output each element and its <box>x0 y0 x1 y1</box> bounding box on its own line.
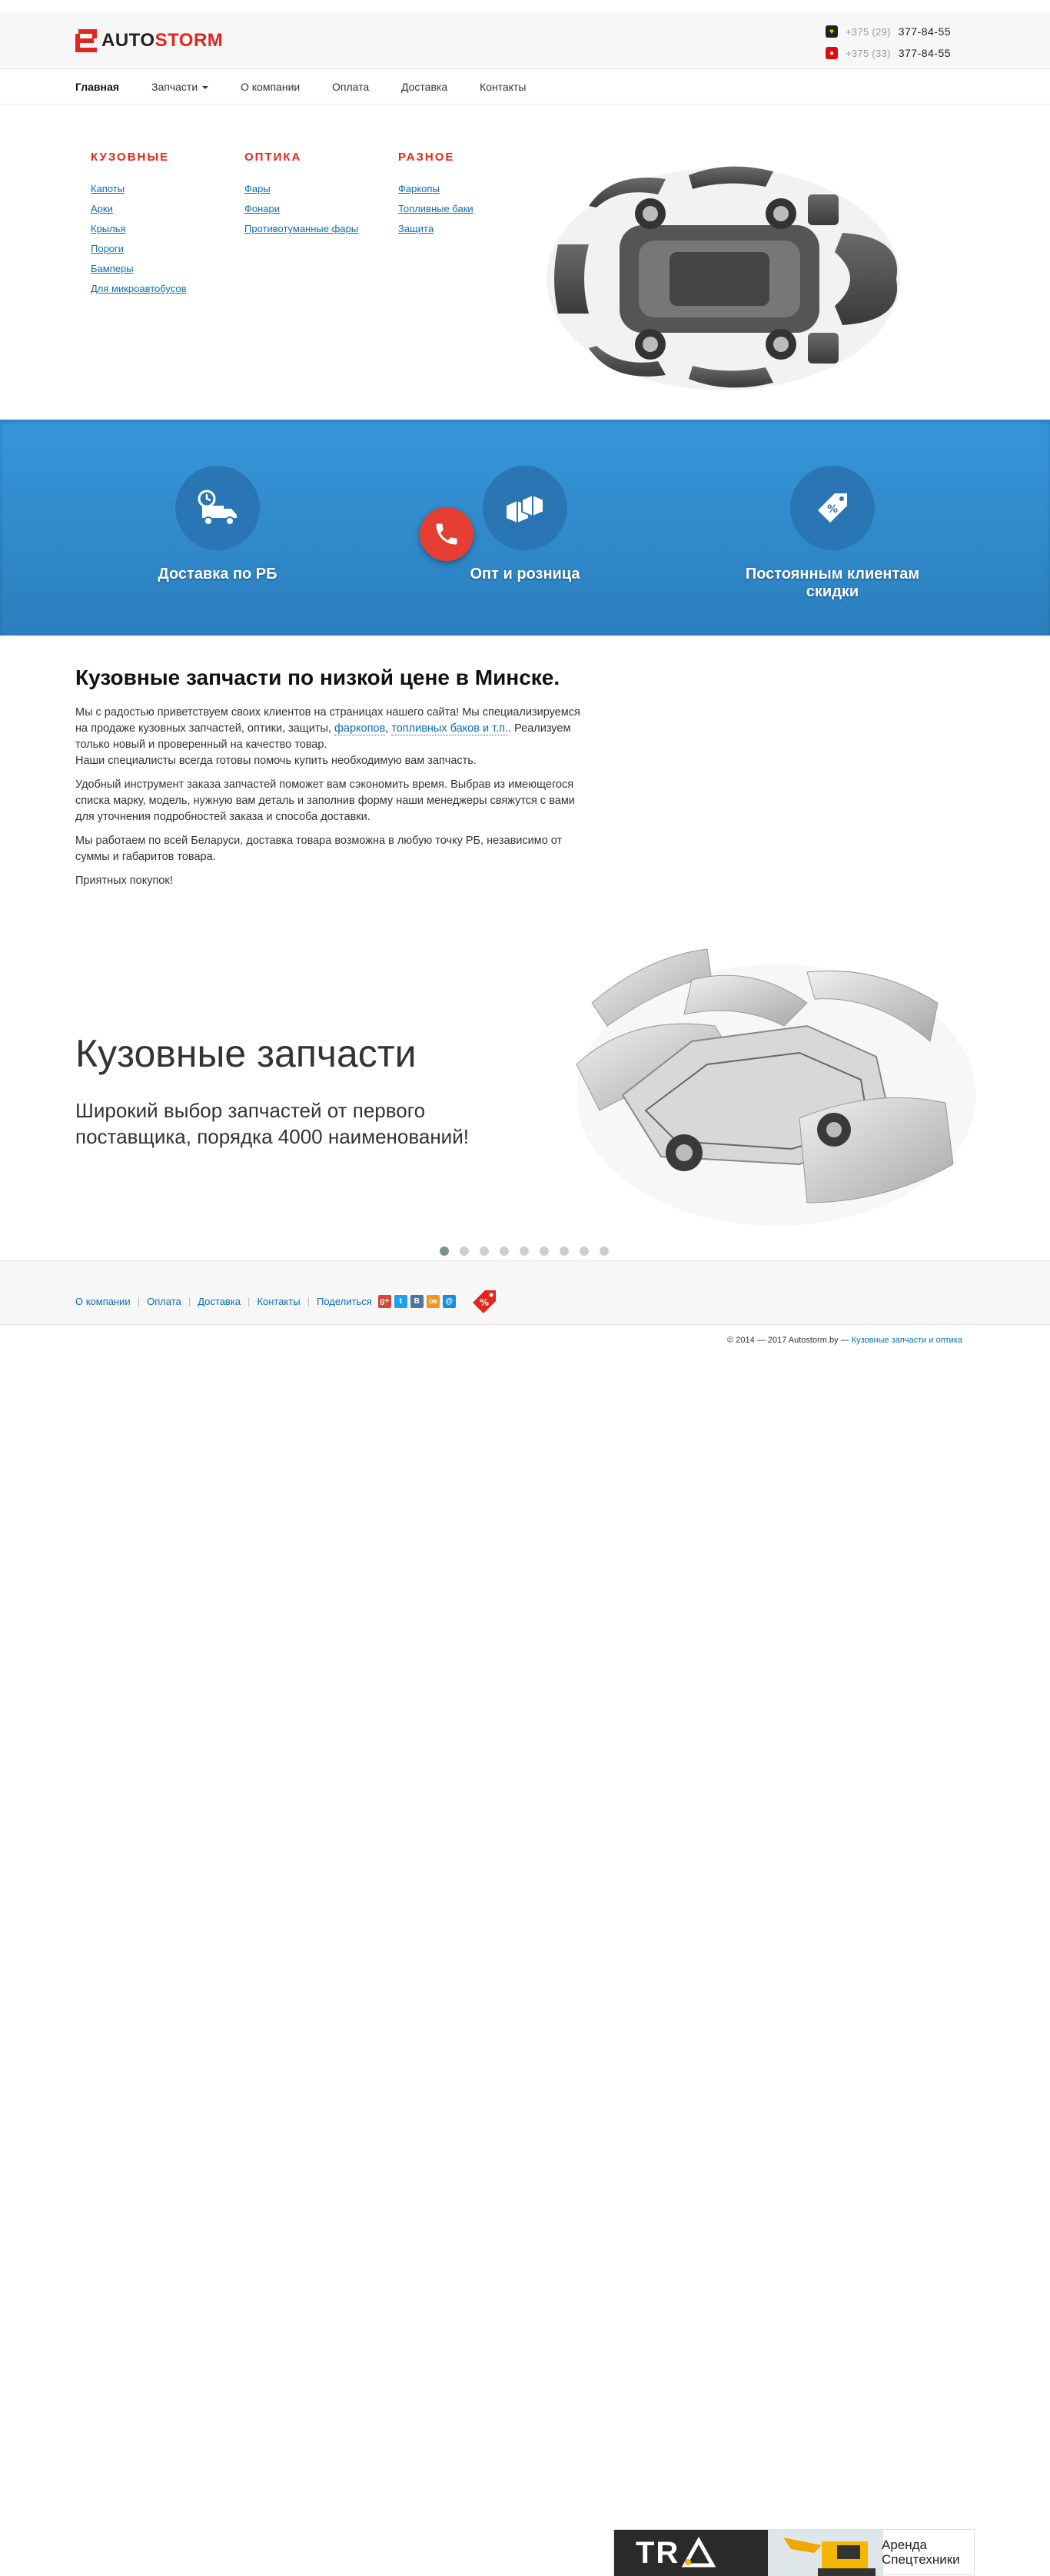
footer-separator: | <box>188 1295 191 1307</box>
slider-dot[interactable] <box>540 1247 549 1256</box>
phone-list <box>826 23 964 66</box>
towbars-link[interactable]: фаркопов <box>334 722 386 735</box>
feature-title: Постоянным клиентам скидки <box>745 566 920 600</box>
mailru-icon[interactable]: @ <box>443 1295 456 1308</box>
slider-dot[interactable] <box>560 1247 569 1256</box>
category-link[interactable]: Противотуманные фары <box>244 223 359 234</box>
car-body-illustration <box>553 941 975 1237</box>
category-title: РАЗНОЕ <box>398 151 455 164</box>
category-title: ОПТИКА <box>244 151 302 164</box>
boxes-icon <box>483 466 567 550</box>
google-plus-icon[interactable]: g+ <box>378 1295 391 1308</box>
footer-separator: | <box>307 1295 310 1307</box>
intro-section <box>75 666 583 889</box>
category-body <box>91 151 237 303</box>
excavator-icon <box>768 2530 883 2576</box>
slider-dot[interactable] <box>440 1247 449 1256</box>
feature-title: Опт и розница <box>470 566 580 583</box>
phone-number: 377-84-55 <box>898 25 952 38</box>
intro-paragraph-3: Мы работаем по всей Беларуси, доставка товара возможна в любую точку РБ, независимо от суммы и габаритов товара. <box>75 835 563 863</box>
delivery-truck-icon <box>175 466 260 550</box>
equipment-rental-banner[interactable] <box>613 2529 975 2575</box>
mts-icon: ● <box>826 47 838 59</box>
slider-dot[interactable] <box>520 1247 529 1256</box>
slide-title: Кузовные запчасти <box>75 1032 417 1075</box>
category-link[interactable]: Арки <box>91 203 113 214</box>
category-link[interactable]: Фары <box>244 183 271 194</box>
category-link[interactable]: Фонари <box>244 203 281 214</box>
twitter-icon[interactable]: t <box>394 1295 407 1308</box>
banner-triangle-icon <box>682 2538 716 2568</box>
footer-link-contacts[interactable]: Контакты <box>257 1295 301 1307</box>
footer-links <box>75 1287 499 1315</box>
category-link[interactable]: Защита <box>398 223 434 234</box>
feature-title: Доставка по РБ <box>158 566 277 583</box>
banner-logo: TR <box>636 2536 680 2570</box>
category-link[interactable]: Пороги <box>91 243 125 254</box>
velcom-icon: ♥ <box>826 25 838 38</box>
footer-link-delivery[interactable]: Доставка <box>198 1295 241 1307</box>
intro-paragraph-4: Приятных покупок! <box>75 875 173 887</box>
slider-dot[interactable] <box>580 1247 589 1256</box>
footer-link-payment[interactable]: Оплата <box>147 1295 181 1307</box>
logo-mark-icon <box>75 29 97 52</box>
odnoklassniki-icon[interactable]: ок <box>427 1295 440 1308</box>
category-link[interactable]: Фаркопы <box>398 183 440 194</box>
intro-paragraph-1: Мы с радостью приветствуем своих клиентов на страницах нашего сайта! Мы специализируемся на продаже кузовных запчастей, оптики, защиты, фаркопов, топливных баков и т.п.. Реализуем только новый и проверенный на качество товар. Наши специалисты всегда готовы помочь купить необходимую вам запчасть. <box>75 706 580 767</box>
footer-link-about[interactable]: О компании <box>75 1295 131 1307</box>
slider-dot[interactable] <box>600 1247 609 1256</box>
slider-pagination <box>440 1247 620 1256</box>
call-button[interactable] <box>420 507 473 561</box>
nav-payment[interactable]: Оплата <box>332 81 370 93</box>
category-misc <box>398 151 544 243</box>
sale-tag-icon[interactable] <box>470 1287 499 1315</box>
site-logo[interactable] <box>75 29 223 52</box>
phone-mts[interactable] <box>826 45 964 61</box>
phone-icon <box>433 520 460 548</box>
discount-tag-icon <box>790 466 875 550</box>
page-title: Кузовные запчасти по низкой цене в Минске. <box>75 666 560 689</box>
slider-dot[interactable] <box>480 1247 489 1256</box>
svg-text:%: % <box>826 503 839 516</box>
nav-home[interactable]: Главная <box>75 81 119 93</box>
feature-discount <box>717 466 948 601</box>
top-header <box>0 12 1050 69</box>
category-title: КУЗОВНЫЕ <box>91 151 170 164</box>
fuel-tanks-link[interactable]: топливных баков и т.п. <box>391 722 509 735</box>
logo-text: AUTOSTORM <box>101 30 224 51</box>
features-band <box>0 420 1050 636</box>
nav-parts-dropdown[interactable]: Запчасти <box>151 70 208 104</box>
phone-code: +375 (29) <box>846 25 891 38</box>
main-navigation <box>0 70 1050 105</box>
copyright: © 2014 — 2017 Autostorm.by — Кузовные запчасти и оптика <box>727 1336 962 1345</box>
category-link[interactable]: Капоты <box>91 183 125 194</box>
nav-delivery[interactable]: Доставка <box>401 81 448 93</box>
footer-separator: | <box>248 1295 251 1307</box>
share-label[interactable]: Поделиться <box>316 1295 372 1307</box>
category-link[interactable]: Бамперы <box>91 263 134 274</box>
phone-code: +375 (33) <box>846 47 891 59</box>
slider-dot[interactable] <box>460 1247 469 1256</box>
footer-separator: | <box>137 1295 141 1307</box>
share-icons <box>378 1295 459 1308</box>
vk-icon[interactable]: В <box>410 1295 424 1308</box>
nav-about[interactable]: О компании <box>241 81 301 93</box>
phone-number: 377-84-55 <box>898 47 952 59</box>
slide-subtitle: Широкий выбор запчастей от первого поставщика, порядка 4000 наименований! <box>75 1099 469 1148</box>
category-link[interactable]: Топливные баки <box>398 203 473 214</box>
category-link[interactable]: Для микроавтобусов <box>91 283 187 294</box>
car-parts-illustration <box>543 160 904 395</box>
category-link[interactable]: Крылья <box>91 223 126 234</box>
category-optics <box>244 151 390 243</box>
feature-delivery <box>102 466 333 583</box>
copyright-link[interactable]: Кузовные запчасти и оптика <box>851 1336 962 1345</box>
nav-contacts[interactable]: Контакты <box>480 81 527 93</box>
svg-text:%: % <box>479 1297 489 1308</box>
intro-paragraph-2: Удобный инструмент заказа запчастей поможет вам сэкономить время. Выбрав из имеющегося списка марку, модель, нужную вам деталь и заполнив форму наши менеджеры свяжутся с вами для уточнения подробностей заказа и способа доставки. <box>75 778 575 823</box>
slider-dot[interactable] <box>500 1247 509 1256</box>
banner-text: Аренда Спецтехники <box>882 2538 960 2567</box>
caret-down-icon <box>202 86 208 89</box>
phone-velcom[interactable] <box>826 23 964 40</box>
